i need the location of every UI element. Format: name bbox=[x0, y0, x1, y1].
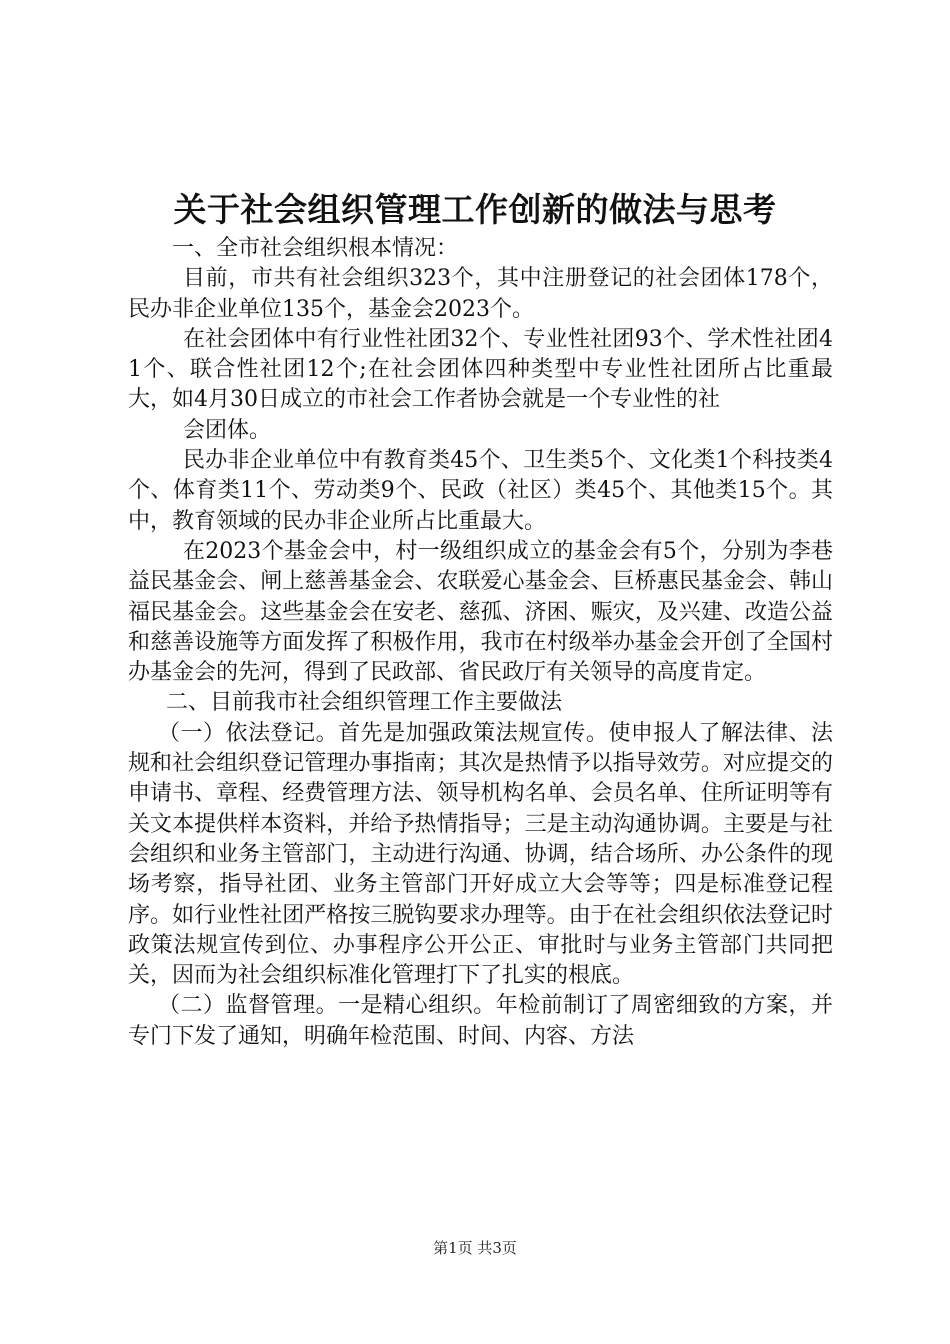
paragraph-social-groups-continued: 会团体。 bbox=[183, 417, 272, 443]
section-heading-2: 二、目前我市社会组织管理工作主要做法 bbox=[166, 690, 563, 716]
document-body bbox=[128, 234, 833, 1052]
paragraph-private-non-enterprise: 民办非企业单位中有教育类45个、卫生类5个、文化类1个科技类4个、体育类11个、劳动类9个、民政（社区）类45个、其他类15个。其中，教育领域的民办非企业所占比重最大。 bbox=[128, 448, 833, 534]
paragraph-registration: （一）依法登记。首先是加强政策法规宣传。使申报人了解法律、法规和社会组织登记管理办事指南；其次是热情予以指导效劳。对应提交的申请书、章程、经费管理方法、领导机构名单、会员名单、住所证明等有关文本提供样本资料，并给予热情指导；三是主动沟通协调。主要是与社会组织和业务主管部门，主动进行沟通、协调，结合场所、办公条件的现场考察，指导社团、业务主管部门开好成立大会等等；四是标准登记程序。如行业性社团严格按三脱钩要求办理等。由于在社会组织依法登记时政策法规宣传到位、办事程序公开公正、审批时与业务主管部门共同把关，因而为社会组织标准化管理打下了扎实的根底。 bbox=[128, 720, 833, 989]
page-title: 关于社会组织管理工作创新的做法与思考 bbox=[173, 190, 777, 229]
paragraph-supervision: （二）监督管理。一是精心组织。年检前制订了周密细致的方案，并专门下发了通知，明确年检范围、时间、内容、方法 bbox=[128, 993, 833, 1049]
paragraph-social-groups: 在社会团体中有行业性社团32个、专业性社团93个、学术性社团41个、联合性社团12个;在社会团体四种类型中专业性社团所占比重最大，如4月30日成立的市社会工作者协会就是一个专业性的社 bbox=[128, 326, 833, 413]
page-number-footer: 第1页 共3页 bbox=[433, 1239, 517, 1257]
paragraph-foundations: 在2023个基金会中，村一级组织成立的基金会有5个，分别为李巷益民基金会、闸上慈善基金会、农联爱心基金会、巨桥惠民基金会、韩山福民基金会。这些基金会在安老、慈孤、济困、赈灾，及兴建、改造公益和慈善设施等方面发挥了积极作用，我市在村级举办基金会开创了全国村办基金会的先河，得到了民政部、省民政厅有关领导的高度肯定。 bbox=[128, 538, 833, 686]
paragraph-overview: 目前，市共有社会组织323个，其中注册登记的社会团体178个，民办非企业单位135个，基金会2023个。 bbox=[128, 266, 833, 322]
section-heading-1: 一、全市社会组织根本情况： bbox=[172, 236, 459, 261]
